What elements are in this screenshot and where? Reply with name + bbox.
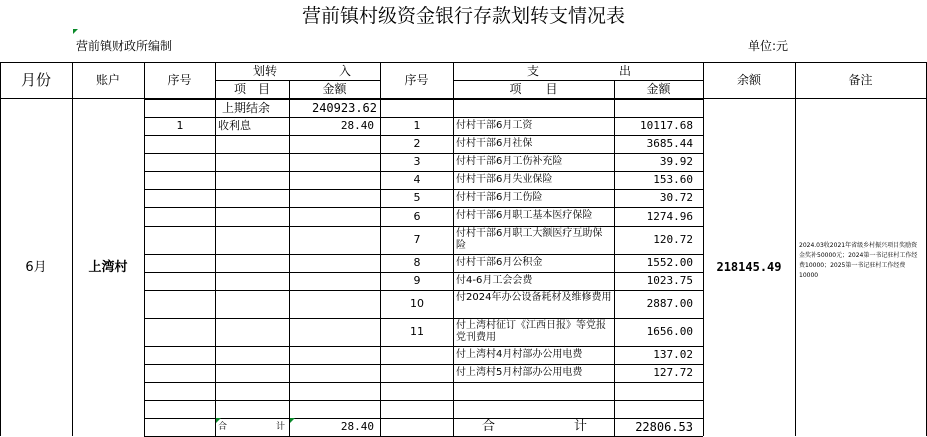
total-out-label-left: 合 [482,419,496,434]
expense-seq: 1 [413,119,421,132]
header-transfer-in-right: 入 [338,64,351,78]
header-out-left: 支 [526,64,539,78]
header-out-right: 出 [618,64,631,78]
expense-item: 付村干部6月工伤险 [456,192,543,203]
expense-item: 付村干部6月工伤补充险 [456,156,563,167]
account-value: 上湾村 [88,260,128,275]
header-transfer-in-left: 划转 [252,64,277,78]
expense-amount: 137.02 [653,348,693,361]
total-in-label-left: 合 [218,422,228,432]
expense-amount: 127.72 [653,366,693,379]
header-remark: 备注 [848,73,873,87]
expense-seq: 6 [413,210,421,223]
expense-amount: 2887.00 [646,297,693,310]
header-out-item: 项 目 [509,82,558,96]
total-out-amount: 22806.53 [635,420,693,434]
expense-seq: 8 [413,256,421,269]
expense-amount: 39.92 [659,155,693,168]
unit-label: 单位:元 [748,39,789,53]
expense-item: 付上湾村征订《江西日报》等党报党刊费用 [456,320,606,343]
prev-balance-label: 上期结余 [222,101,271,115]
expense-amount: 120.72 [653,233,693,246]
expense-seq: 3 [413,155,421,168]
expense-seq: 2 [413,137,421,150]
total-in-amount: 28.40 [340,420,374,433]
expense-amount: 1274.96 [646,210,693,223]
row-line [144,400,703,401]
total-out-label-right: 计 [574,419,588,434]
balance-value: 218145.49 [716,260,782,274]
month-value: 6月 [25,260,47,275]
cell-marker [73,29,78,34]
header-seq-out: 序号 [404,73,429,87]
expense-seq: 7 [413,233,421,246]
expense-seq [387,364,447,382]
header-in-item: 项 目 [233,82,270,96]
col-line-2 [144,62,145,436]
total-in-label-right: 计 [276,422,286,432]
expense-item: 付村干部6月社保 [456,138,533,149]
expense-amount: 1656.00 [646,325,693,338]
expense-seq: 9 [413,274,421,287]
expense-amount: 153.60 [653,173,693,186]
expense-item: 付2024年办公设备耗材及维修费用 [456,292,612,303]
expense-seq [387,346,447,364]
expense-item: 付村干部6月职工大额医疗互助保险 [456,228,603,251]
income-seq: 1 [176,119,184,132]
remark-value: 2024.03收2021年省级乡村振兴项目奖励资金奖补50000元；2024第一书记驻村工作经费10000；2025第一书记驻村工作经费10000 [799,242,918,279]
expense-item: 付上湾村4月村部办公用电费 [456,349,583,360]
expense-item: 付4-6月工会会费 [456,275,533,286]
expense-item: 付村干部6月职工基本医疗保险 [456,210,593,221]
expense-amount: 10117.68 [640,119,693,132]
income-amount: 28.40 [340,119,374,132]
expense-amount: 3685.44 [646,137,693,150]
header-balance: 余额 [736,73,761,87]
col-line-6 [453,62,454,436]
expense-item: 付上湾村5月村部办公用电费 [456,367,583,378]
header-seq-in: 序号 [167,73,192,87]
expense-item: 付村干部6月工资 [456,120,533,131]
income-item: 收利息 [218,119,251,132]
expense-item: 付村干部6月公积金 [456,257,543,268]
expense-seq: 4 [413,173,421,186]
expense-amount: 1023.75 [646,274,693,287]
expense-seq: 10 [410,297,424,310]
col-line-5 [380,62,381,436]
row-line [144,382,703,383]
expense-seq: 11 [410,325,424,338]
prev-balance-amount: 240923.62 [311,101,377,115]
expense-item: 付村干部6月失业保险 [456,174,553,185]
expense-amount: 1552.00 [646,256,693,269]
compiler-label: 营前镇财政所编制 [76,39,173,53]
col-line-9 [795,62,796,436]
expense-seq: 5 [413,191,421,204]
page-title: 营前镇村级资金银行存款划转支情况表 [301,5,625,27]
header-in-amount: 金额 [322,82,347,96]
header-account: 账户 [95,73,120,87]
col-line-3 [215,62,216,436]
header-month: 月份 [20,71,51,89]
header-out-amount: 金额 [646,82,671,96]
expense-amount: 30.72 [659,191,693,204]
